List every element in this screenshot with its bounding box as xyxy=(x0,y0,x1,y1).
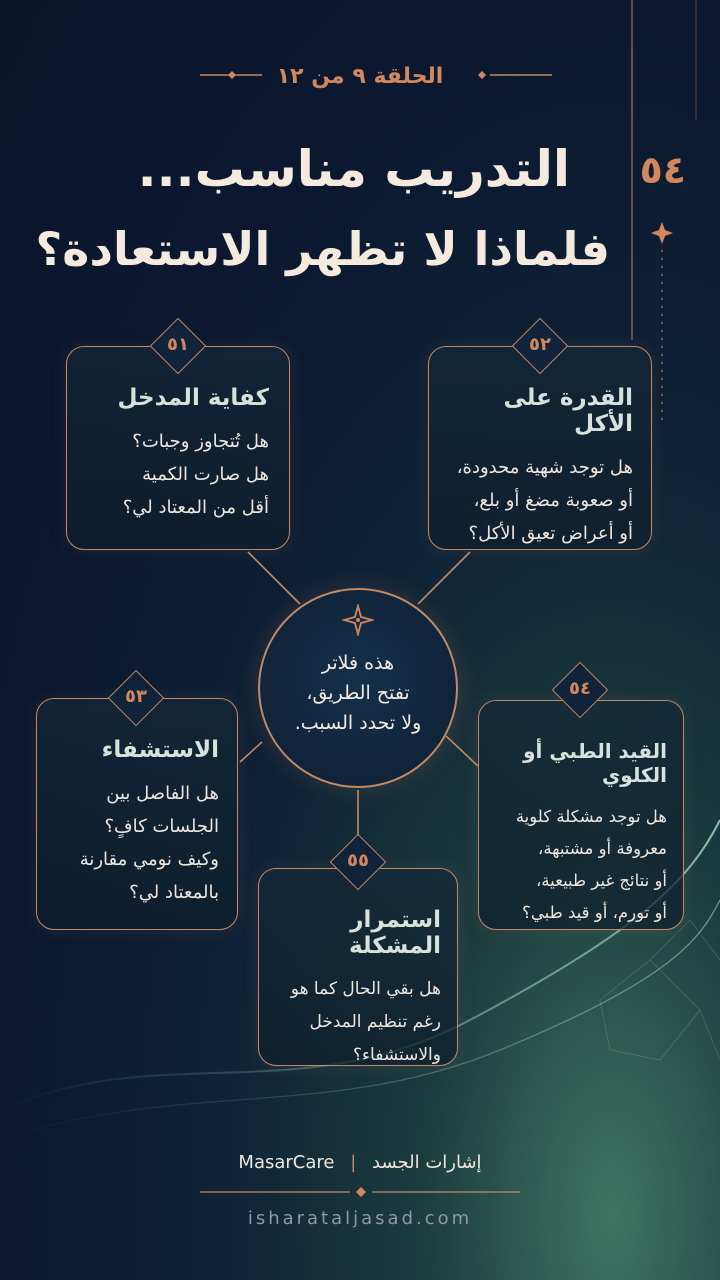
website-url[interactable]: isharataljasad.com xyxy=(247,1208,473,1229)
page-title: التدريب مناسب... xyxy=(137,140,570,198)
episode-header xyxy=(0,58,720,94)
footer-brand xyxy=(0,1152,720,1173)
episode-label: الحلقة ٩ من ١٢ xyxy=(276,63,444,89)
page-subtitle: فلماذا لا تظهر الاستعادة؟ xyxy=(35,222,610,276)
card-medical-constraint xyxy=(478,700,684,930)
brand-separator: | xyxy=(350,1152,357,1173)
card-number-badge: ٥٣ xyxy=(125,686,147,707)
card-title: كفاية المدخل xyxy=(117,385,269,411)
title-number: ٥٤ xyxy=(639,148,686,192)
card-title: استمرار المشكلة xyxy=(348,907,441,959)
card-intake-sufficiency xyxy=(66,346,290,550)
center-note: هذه فلاتر تفتح الطريق، ولا تحدد السبب. xyxy=(294,652,422,734)
card-number-badge: ٥٢ xyxy=(529,334,551,355)
card-number-badge: ٥٤ xyxy=(569,678,591,699)
card-body: هل بقي الحال كما هو رغم تنظيم المدخل والاستشفاء؟ xyxy=(290,979,441,1065)
card-body: هل توجد مشكلة كلوية معروفة أو مشتبهة، أو نتائج غير طبيعية، أو تورم، أو قيد طبي؟ xyxy=(515,807,667,922)
card-title: الاستشفاء xyxy=(101,737,219,763)
brand-english: MasarCare xyxy=(238,1152,335,1173)
card-number-badge: ٥٥ xyxy=(347,850,369,871)
card-body: هل تُتجاوز وجبات؟ هل صارت الكمية أقل من المعتاد لي؟ xyxy=(122,431,269,518)
brand-arabic: إشارات الجسد xyxy=(372,1152,482,1173)
card-number-badge: ٥١ xyxy=(167,334,189,355)
card-title: القيد الطبي أو الكلوي xyxy=(523,739,667,787)
card-title: القدرة على الأكل xyxy=(503,385,633,437)
sparkle-icon xyxy=(342,604,374,636)
card-eating-ability xyxy=(428,346,652,550)
card-body: هل توجد شهية محدودة، أو صعوبة مضغ أو بلع، أو أعراض تعيق الأكل؟ xyxy=(456,457,633,544)
card-recovery xyxy=(36,698,238,930)
card-body: هل الفاصل بين الجلسات كافٍ؟ وكيف نومي مقارنة بالمعتاد لي؟ xyxy=(79,783,219,903)
card-problem-persistence xyxy=(258,868,458,1066)
